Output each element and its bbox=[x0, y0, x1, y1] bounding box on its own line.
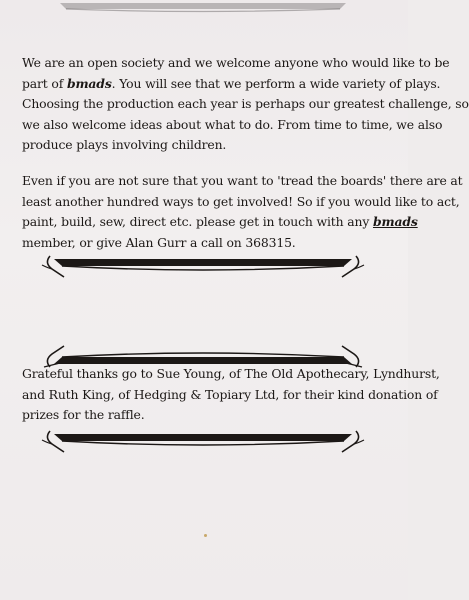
ornamental-divider-1 bbox=[40, 255, 366, 283]
top-ornamental-divider bbox=[40, 1, 366, 25]
paragraph-thanks bbox=[22, 364, 440, 426]
p2-line-3 bbox=[22, 212, 418, 233]
p1-line-2-pre: part of bbox=[22, 75, 67, 91]
p2-line-4: member, or give Alan Gurr a call on 368315. bbox=[22, 234, 296, 250]
p1-line-5: produce plays involving children. bbox=[22, 137, 227, 153]
brand-name: bmads bbox=[66, 75, 112, 91]
p2-line-1: Even if you are not sure that you want to 'tread the boards' there are at bbox=[22, 173, 463, 188]
paragraph-open-society bbox=[22, 53, 469, 156]
p1-line-3: Choosing the production each year is perhaps our greatest challenge, so bbox=[22, 96, 469, 112]
p2-line-2: least another hundred ways to get involved! So if you would like to act, bbox=[22, 193, 460, 209]
p1-line-2-post: . You will see that we perform a wide variety of plays. bbox=[111, 75, 441, 91]
p2-line-3-pre: paint, build, sew, direct etc. please get in touch with any bbox=[22, 214, 373, 230]
p3-line-1: Grateful thanks go to Sue Young, of The Old Apothecary, Lyndhurst, bbox=[22, 366, 440, 381]
p1-line-4: we also welcome ideas about what to do. From time to time, we also bbox=[22, 116, 443, 132]
p3-line-3: prizes for the raffle. bbox=[22, 407, 145, 423]
paper-speck bbox=[204, 534, 207, 537]
paragraph-get-involved bbox=[22, 171, 463, 253]
ornamental-divider-3 bbox=[40, 430, 366, 458]
brand-name-underlined: bmads bbox=[372, 214, 418, 230]
p1-line-2 bbox=[22, 74, 441, 95]
p3-line-2: and Ruth King, of Hedging & Topiary Ltd, for their kind donation of bbox=[22, 386, 438, 402]
p1-line-1: We are an open society and we welcome anyone who would like to be bbox=[22, 55, 450, 70]
